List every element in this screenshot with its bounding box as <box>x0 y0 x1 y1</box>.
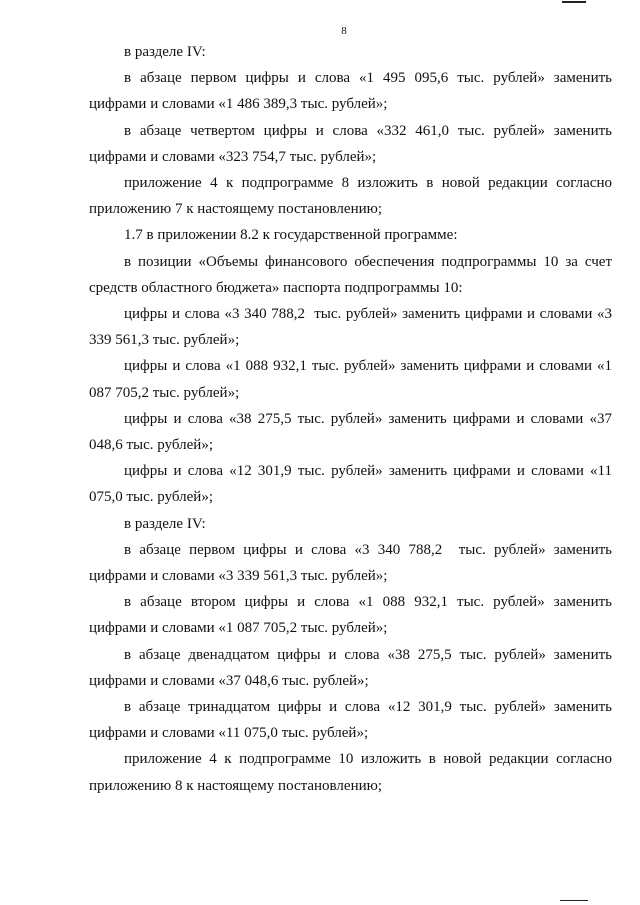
paragraph-first-abzac-amendment: в абзаце первом цифры и слова «1 495 095,6 тыс. рублей» заменить цифрами и словами «1 486 389,3 тыс. рублей»; <box>89 70 616 113</box>
scan-edge-mark-top <box>562 1 586 3</box>
paragraph-fourth-abzac-amendment: в абзаце четвертом цифры и слова «332 461,0 тыс. рублей» заменить цифрами и словами «323 754,7 тыс. рублей»; <box>89 122 616 165</box>
paragraph-appendix-4-subprogram-8: приложение 4 к подпрограмме 8 изложить в новой редакции согласно приложению 7 к настоящему постановлению; <box>89 175 616 218</box>
paragraph-section-iv-heading-2: в разделе IV: <box>124 515 206 532</box>
paragraph-figures-amendment-1: цифры и слова «3 340 788,2 тыс. рублей» заменить цифрами и словами «3 339 561,3 тыс. рублей»; <box>89 306 616 349</box>
scan-edge-mark-bottom <box>560 900 588 901</box>
paragraph-item-1-7-heading: 1.7 в приложении 8.2 к государственной программе: <box>124 227 458 244</box>
paragraph-thirteenth-abzac-amendment: в абзаце тринадцатом цифры и слова «12 301,9 тыс. рублей» заменить цифрами и словами «11 075,0 тыс. рублей»; <box>89 699 616 742</box>
paragraph-second-abzac-amendment: в абзаце втором цифры и слова «1 088 932,1 тыс. рублей» заменить цифрами и словами «1 087 705,2 тыс. рублей»; <box>89 594 616 637</box>
paragraph-appendix-4-subprogram-10: приложение 4 к подпрограмме 10 изложить в новой редакции согласно приложению 8 к настоящему постановлению; <box>89 751 616 794</box>
paragraph-section-iv-heading: в разделе IV: <box>124 44 206 60</box>
paragraph-first-abzac-amendment-2: в абзаце первом цифры и слова «3 340 788,2 тыс. рублей» заменить цифрами и словами «3 339 561,3 тыс. рублей»; <box>89 541 616 585</box>
page-number: 8 <box>341 25 347 37</box>
paragraph-figures-amendment-2: цифры и слова «1 088 932,1 тыс. рублей» заменить цифрами и словами «1 087 705,2 тыс. рублей»; <box>89 358 616 401</box>
paragraph-figures-amendment-4: цифры и слова «12 301,9 тыс. рублей» заменить цифрами и словами «11 075,0 тыс. рублей»; <box>89 463 616 506</box>
paragraph-figures-amendment-3: цифры и слова «38 275,5 тыс. рублей» заменить цифрами и словами «37 048,6 тыс. рублей»; <box>89 410 616 454</box>
paragraph-funding-position: в позиции «Объемы финансового обеспечения подпрограммы 10 за счет средств областного бюджета» паспорта подпрограммы 10: <box>89 253 616 296</box>
paragraph-twelfth-abzac-amendment: в абзаце двенадцатом цифры и слова «38 275,5 тыс. рублей» заменить цифрами и словами «37 048,6 тыс. рублей»; <box>89 646 616 689</box>
document-body <box>89 39 616 799</box>
